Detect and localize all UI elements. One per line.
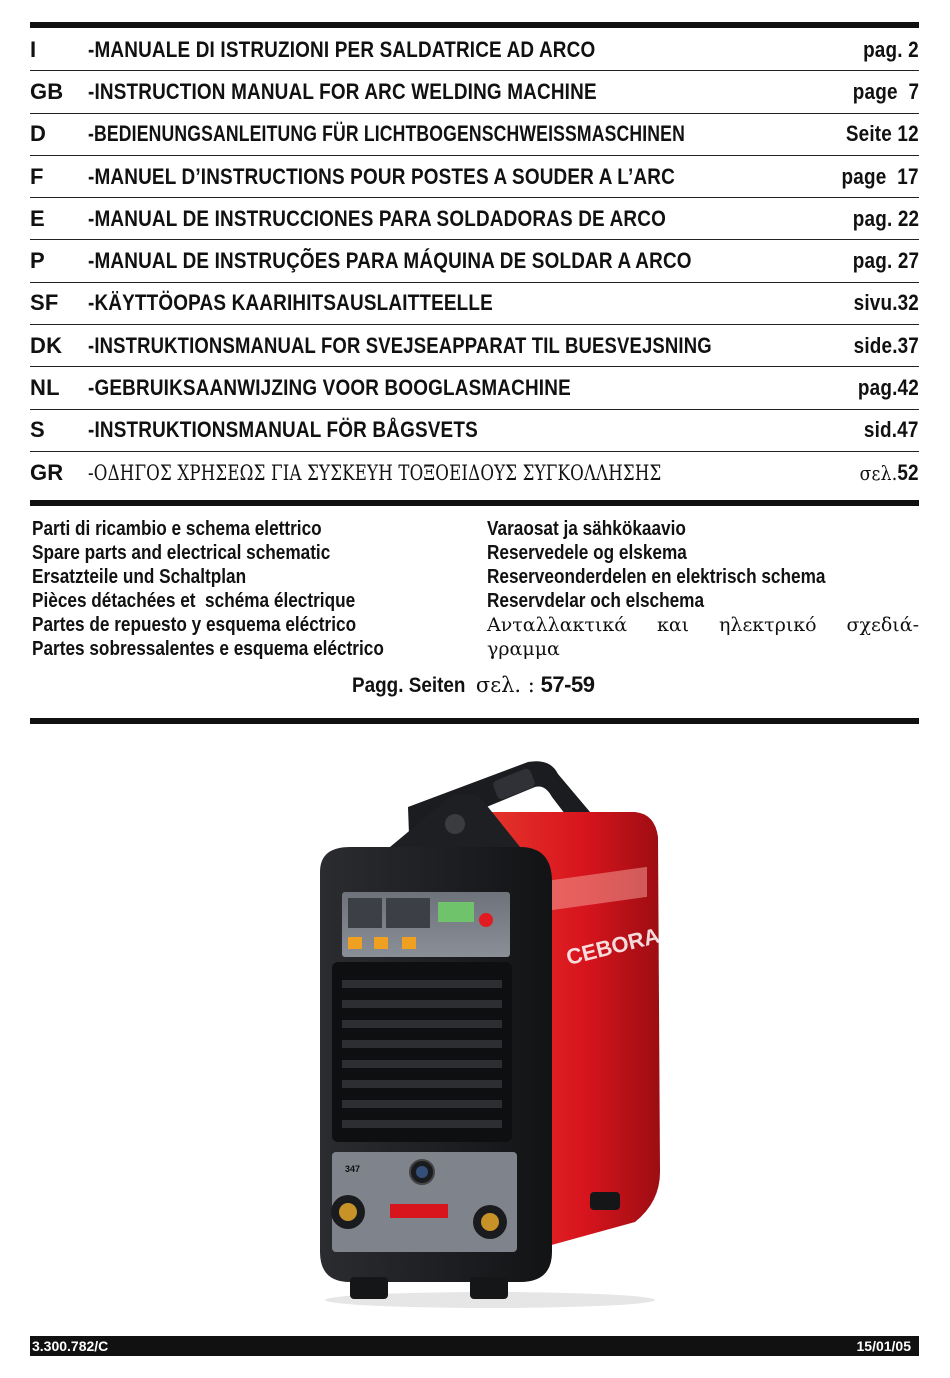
toc-title: -BEDIENUNGSANLEITUNG FÜR LICHTBOGENSCHWEISSMASCHINEN [88,121,685,147]
vent-slot [342,1080,502,1088]
vent-slot [342,1120,502,1128]
toc-code: NL [30,375,60,401]
toc-row-dk[interactable] [30,325,919,367]
side-brand-logo: CEBORA [563,922,663,971]
toc-row-gb[interactable] [30,71,919,113]
toc-code: D [30,121,47,147]
toc-code: SF [30,290,59,316]
parts-line: Pièces détachées et schéma électrique [32,590,356,612]
toc-title: -INSTRUCTION MANUAL FOR ARC WELDING MACHINE [88,78,597,104]
vent-slot [342,1060,502,1068]
welding-machine-image [290,752,680,1312]
mode-indicators [348,898,382,928]
toc-code: GR [30,460,64,486]
toc-page: sivu.32 [853,290,919,316]
foot-left [350,1277,388,1299]
front-logo-plate [390,1204,448,1218]
toc-title: -MANUALE DI ISTRUZIONI PER SALDATRICE AD ARCO [88,36,596,62]
panel-button-3 [402,937,416,949]
document-date: 15/01/05 [856,1338,911,1354]
toc-page: side.37 [853,332,919,358]
digital-display [438,902,474,922]
toc-page: Seite 12 [846,121,919,147]
toc-code: F [30,163,44,189]
parts-line: Reservdelar och elschema [487,590,705,612]
toc-row-nl[interactable] [30,367,919,409]
parts-pages-reference [352,672,594,698]
toc-row-sf[interactable] [30,283,919,325]
toc-bottom-rule [30,500,919,506]
spare-parts-list-left [32,517,472,661]
parts-line: Ersatzteile und Schaltplan [32,566,247,588]
foot-right [470,1277,508,1299]
toc-title: -INSTRUKTIONSMANUAL FOR SVEJSEAPPARAT TIL BUESVEJSNING [88,332,712,358]
toc-code: I [30,36,37,62]
model-number: 347 [345,1164,361,1174]
toc-page: pag.42 [858,375,919,401]
parts-line-greek: γραμμα [487,638,560,660]
parts-line: Spare parts and electrical schematic [32,542,331,564]
toc-row-f[interactable] [30,156,919,198]
vent-grille [332,962,512,1142]
vent-slot [342,1020,502,1028]
vent-slot [342,1040,502,1048]
toc-page: pag. 22 [852,205,919,231]
toc-title: -MANUAL DE INSTRUÇÕES PARA MÁQUINA DE SOLDAR A ARCO [88,248,692,274]
toc-row-p[interactable] [30,240,919,282]
parts-line: Reserveonderdelen en elektrisch schema [487,566,826,588]
foot-rear [590,1192,620,1210]
toc-code: S [30,417,45,443]
encoder-knob [479,913,493,927]
toc-page: 52 [897,460,919,486]
vent-slot [342,980,502,988]
parts-line: Reservedele og elskema [487,542,687,564]
toc-title: -INSTRUKTIONSMANUAL FÖR BÅGSVETS [88,417,478,443]
toc-code: DK [30,332,63,358]
top-rule [30,22,919,28]
footer-bar [30,1336,919,1356]
toc-row-e[interactable] [30,198,919,240]
toc-row-i[interactable] [30,29,919,71]
toc-page: sid.47 [864,417,919,443]
toc-page: pag. 2 [863,36,919,62]
spare-parts-list-right [487,517,919,661]
parts-line: Partes sobressalentes e esquema eléctrico [32,638,384,660]
section-rule [30,718,919,724]
toc-title: -KÄYTTÖOPAS KAARIHITSAUSLAITTEELLE [88,290,493,316]
document-code: 3.300.782/C [32,1338,109,1354]
parts-line: Partes de repuesto y esquema eléctrico [32,614,357,636]
toc-code: E [30,205,45,231]
pages-range: 57-59 [540,672,595,697]
socket-pins [416,1166,428,1178]
language-index [30,29,919,494]
toc-row-gr[interactable] [30,452,919,494]
parts-line-greek: Ανταλλακτικά και ηλεκτρικό σχεδιά- [487,614,919,636]
parts-line: Parti di ricambio e schema elettrico [32,518,322,540]
toc-page: page 17 [841,163,919,189]
panel-button-1 [348,937,362,949]
toc-title: -MANUAL DE INSTRUCCIONES PARA SOLDADORAS DE ARCO [88,205,666,231]
toc-row-d[interactable] [30,114,919,156]
negative-brass [339,1203,357,1221]
pages-greek: σελ. : [475,673,535,697]
toc-title: -MANUEL D’INSTRUCTIONS POUR POSTES A SOUDER A L’ARC [88,163,675,189]
toc-title: -ΟΔΗΓΟΣ ΧΡΗΣΕΩΣ ΓΙΑ ΣΥΣΚΕΥΗ ΤΟΞΟΕΙΔΟΥΣ ΣΥΓΚΟΛΛΗΣΗΣ [88,461,662,486]
toc-row-s[interactable] [30,410,919,452]
vent-slot [342,1100,502,1108]
handle-bolt [445,814,465,834]
toc-title: -GEBRUIKSAANWIJZING VOOR BOOGLASMACHINE [88,375,571,401]
process-indicators [386,898,430,928]
toc-page: page 7 [852,78,919,104]
parts-line: Varaosat ja sähkökaavio [487,518,686,540]
positive-brass [481,1213,499,1231]
panel-button-2 [374,937,388,949]
toc-page-prefix: σελ. [859,461,898,486]
vent-slot [342,1000,502,1008]
toc-code: GB [30,78,64,104]
toc-code: P [30,248,45,274]
toc-page: pag. 27 [852,248,919,274]
pages-label: Pagg. Seiten [352,674,466,697]
